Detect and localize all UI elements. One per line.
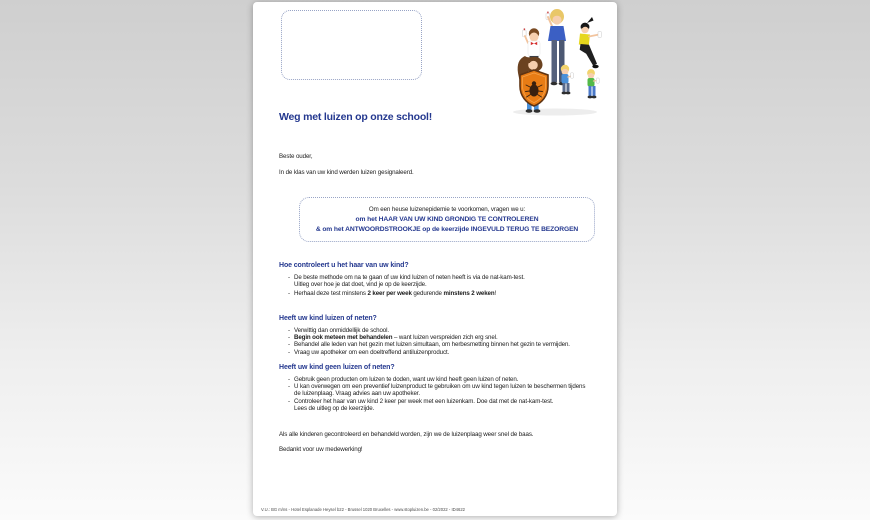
bullet-item: - U kan overwegen om een preventief luizenproduct te gebruiken om uw kind tegen luizen te beschermen tijdens de luizenplaag. Vraag advies aan uw apotheker. <box>287 383 593 398</box>
salutation: Beste ouder, <box>279 153 313 160</box>
section-no-lice <box>279 364 593 413</box>
bullet-item: - Behandel alle leden van het gezin met luizen simultaan, om herbesmetting binnen het gezin te vermijden. <box>287 341 593 348</box>
girl-shield-figure <box>518 56 548 113</box>
section-how-to-check-bullets <box>279 274 593 298</box>
letter-title: Weg met luizen op onze school! <box>279 111 433 123</box>
shield-icon <box>520 70 548 106</box>
closing-line-2: Bedankt voor uw medewerking! <box>279 446 363 453</box>
woman-yellow-figure <box>579 17 602 68</box>
bullet-item: - Controleer het haar van uw kind 2 keer per week met een luizenkam. Doe dat met de nat-kam-test. <box>287 398 593 405</box>
bullet-item: - Gebruik geen producten om luizen te doden, want uw kind heeft geen luizen of neten. <box>287 376 593 383</box>
section-has-lice-bullets <box>279 327 593 357</box>
ground-shadow <box>513 109 597 116</box>
section-no-lice-bullets <box>279 376 593 413</box>
section-no-lice-heading: Heeft uw kind geen luizen of neten? <box>279 364 395 371</box>
notice-line-1: Om een heuse luizenepidemie te voorkomen, vragen we u: <box>368 206 526 213</box>
bullet-item: - Vraag uw apotheker om een doeltreffend antiluizenproduct. <box>287 349 593 356</box>
section-how-to-check-heading: Hoe controleert u het haar van uw kind? <box>279 262 409 269</box>
section-how-to-check <box>279 262 593 298</box>
bullet-continuation: Uitleg over hoe je dat doet, vind je op de keerzijde. <box>294 280 427 288</box>
bullet-item: - Verwittig dan onmiddellijk de school. <box>287 327 593 334</box>
imprint-line: V.U.: BG m/ns - Hotel Esplanade Heysel b22 - Brussel 1020 Bruxelles - www.stopluizen.be - 02/2022 - ID4622 <box>261 507 465 512</box>
bullet-continuation: Lees de uitleg op de keerzijde. <box>294 405 375 413</box>
kid-green-figure <box>587 69 599 98</box>
notice-line-2: om het HAAR VAN UW KIND GRONDIG TE CONTROLEREN <box>355 216 539 223</box>
notice-box <box>299 197 595 242</box>
address-box <box>281 10 422 80</box>
lice-prevention-illustration <box>503 6 611 118</box>
bullet-item: - De beste methode om na te gaan of uw kind luizen of neten heeft is via de nat-kam-test. <box>287 274 593 281</box>
section-has-lice-heading: Heeft uw kind luizen of neten? <box>279 315 377 322</box>
letter-page <box>253 2 617 516</box>
bullet-item: - Herhaal deze test minstens 2 keer per week gedurende minstens 2 weken! <box>287 290 593 297</box>
closing-line-1: Als alle kinderen gecontroleerd en behandeld worden, zijn we de luizenplaag weer snel de baas. <box>279 431 534 438</box>
section-has-lice <box>279 315 593 356</box>
bullet-item: - Begin ook meteen met behandelen – want luizen verspreiden zich erg snel. <box>287 334 593 341</box>
notice-line-3: & om het ANTWOORDSTROOKJE op de keerzijde INGEVULD TERUG TE BEZORGEN <box>315 225 579 233</box>
intro-line: In de klas van uw kind werden luizen gesignaleerd. <box>279 169 414 176</box>
toddler-figure <box>561 65 574 95</box>
